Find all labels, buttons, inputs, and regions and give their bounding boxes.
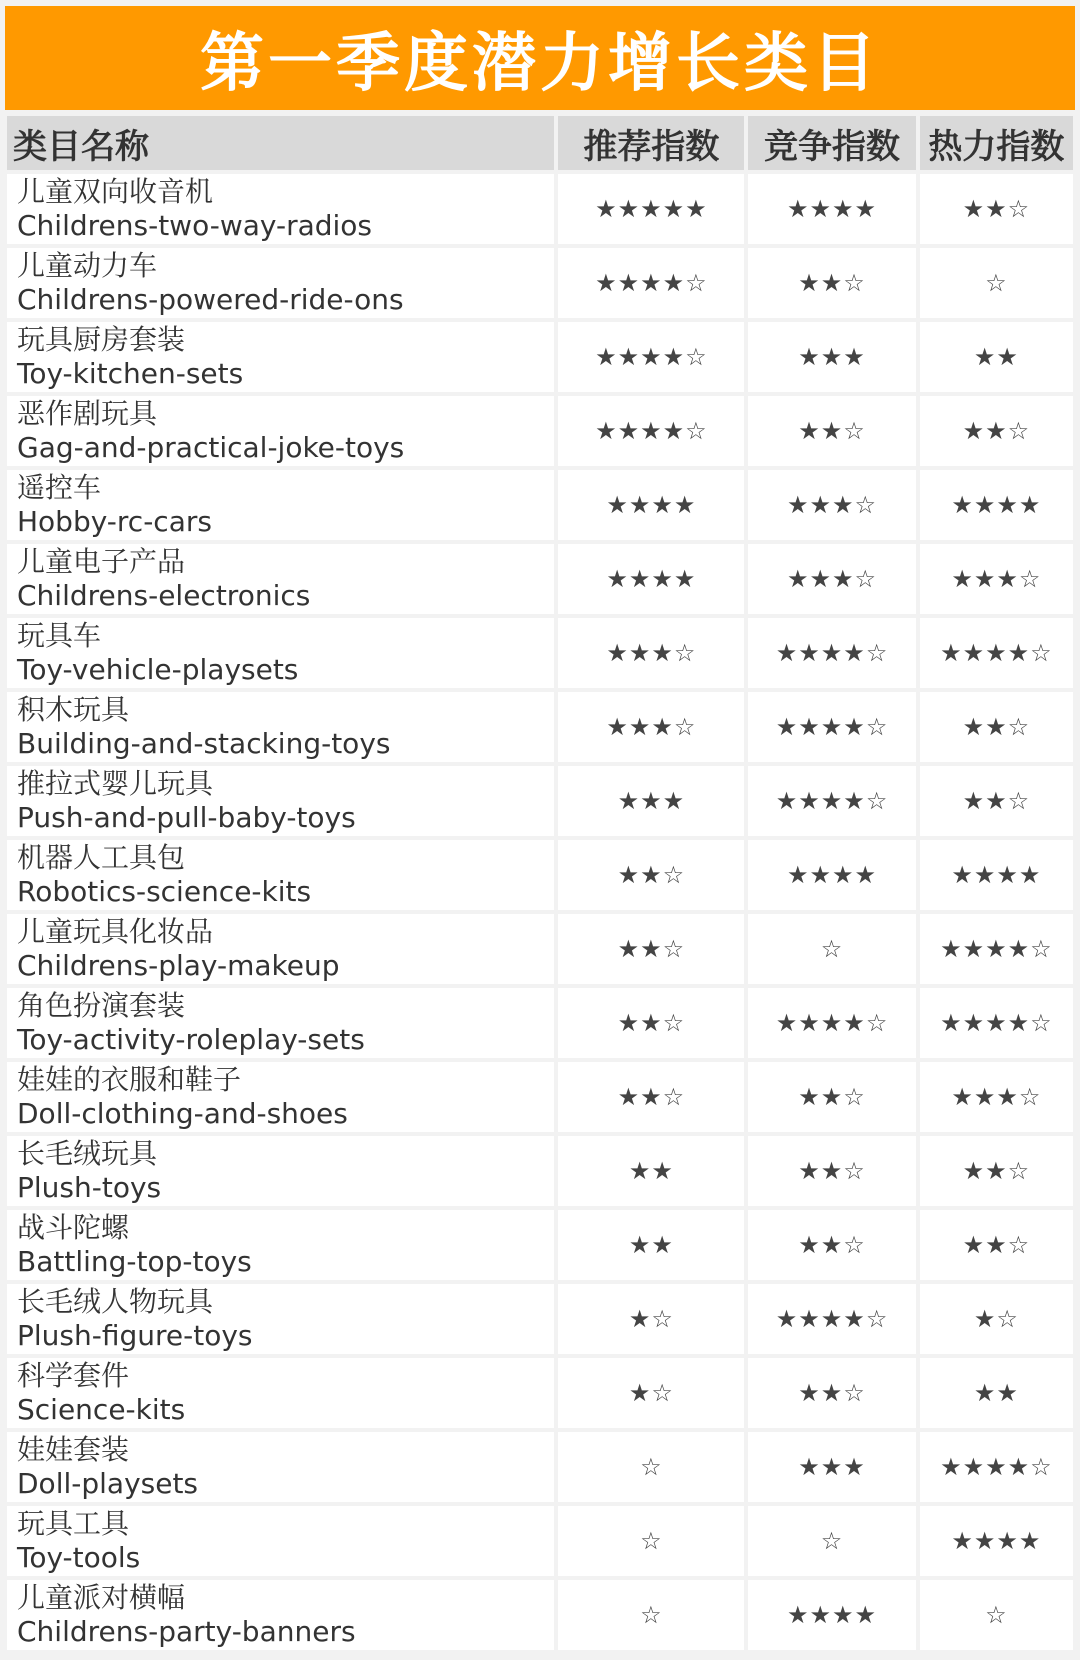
category-name-cell (7, 322, 554, 392)
table-row (7, 914, 1073, 984)
recommend-rating: ★★★★☆ (558, 248, 744, 318)
category-name-zh: 儿童动力车 (17, 249, 158, 282)
category-name-cell (7, 618, 554, 688)
page-title: 第一季度潜力增长类目 (5, 6, 1075, 110)
category-name-cell (7, 766, 554, 836)
category-name-en: Childrens-party-banners (17, 1615, 356, 1648)
heat-rating: ★★★★ (920, 840, 1073, 910)
table-row (7, 248, 1073, 318)
category-name-zh: 角色扮演套装 (17, 989, 186, 1022)
category-name-zh: 儿童玩具化妆品 (17, 915, 214, 948)
recommend-rating: ★★★★ (558, 544, 744, 614)
category-name-zh: 科学套件 (17, 1359, 130, 1392)
category-name-cell (7, 1210, 554, 1280)
category-name-zh: 玩具工具 (17, 1507, 130, 1540)
category-name-en: Building-and-stacking-toys (17, 727, 391, 760)
heat-rating: ★★☆ (920, 174, 1073, 244)
category-name-cell (7, 174, 554, 244)
category-name-zh: 儿童双向收音机 (17, 175, 214, 208)
recommend-rating: ★★☆ (558, 914, 744, 984)
competition-rating: ★★★ (748, 322, 915, 392)
competition-rating: ★★☆ (748, 1358, 915, 1428)
table-row (7, 988, 1073, 1058)
table-row (7, 618, 1073, 688)
category-name-zh: 儿童派对横幅 (17, 1581, 186, 1614)
category-name-cell (7, 544, 554, 614)
category-name-zh: 娃娃套装 (17, 1433, 130, 1466)
competition-rating: ★★★★ (748, 1580, 915, 1650)
competition-rating: ★★★★☆ (748, 988, 915, 1058)
heat-rating: ★★★★☆ (920, 1432, 1073, 1502)
heat-rating: ★★★☆ (920, 1062, 1073, 1132)
heat-rating: ★★☆ (920, 766, 1073, 836)
table-row (7, 396, 1073, 466)
heat-rating: ★★ (920, 322, 1073, 392)
header-category-name: 类目名称 (7, 116, 554, 170)
recommend-rating: ☆ (558, 1432, 744, 1502)
heat-rating: ★★★★ (920, 470, 1073, 540)
competition-rating: ★★☆ (748, 1136, 915, 1206)
heat-rating: ☆ (920, 1580, 1073, 1650)
category-name-cell (7, 1506, 554, 1576)
competition-rating: ★★★★☆ (748, 1284, 915, 1354)
competition-rating: ★★★★☆ (748, 692, 915, 762)
category-name-en: Doll-playsets (17, 1467, 199, 1500)
table-row (7, 1284, 1073, 1354)
category-table (3, 112, 1077, 1654)
heat-rating: ☆ (920, 248, 1073, 318)
table-row (7, 1506, 1073, 1576)
category-name-en: Doll-clothing-and-shoes (17, 1097, 348, 1130)
table-row (7, 1136, 1073, 1206)
competition-rating: ★★★★ (748, 840, 915, 910)
category-name-cell (7, 470, 554, 540)
category-name-zh: 遥控车 (17, 471, 102, 504)
category-name-zh: 恶作剧玩具 (17, 397, 158, 430)
heat-rating: ★★★★☆ (920, 618, 1073, 688)
recommend-rating: ★★ (558, 1210, 744, 1280)
category-name-zh: 战斗陀螺 (17, 1211, 130, 1244)
category-name-zh: 机器人工具包 (17, 841, 186, 874)
category-name-cell (7, 988, 554, 1058)
competition-rating: ★★☆ (748, 396, 915, 466)
heat-rating: ★★☆ (920, 1136, 1073, 1206)
category-name-en: Toy-kitchen-sets (17, 357, 244, 390)
category-name-cell (7, 1432, 554, 1502)
category-name-en: Push-and-pull-baby-toys (17, 801, 356, 834)
category-name-zh: 玩具车 (17, 619, 102, 652)
category-name-en: Plush-toys (17, 1171, 162, 1204)
table-header-row (7, 116, 1073, 170)
category-name-zh: 娃娃的衣服和鞋子 (17, 1063, 242, 1096)
recommend-rating: ★★☆ (558, 1062, 744, 1132)
recommend-rating: ★★☆ (558, 988, 744, 1058)
table-row (7, 470, 1073, 540)
heat-rating: ★☆ (920, 1284, 1073, 1354)
table-row (7, 1358, 1073, 1428)
heat-rating: ★★★☆ (920, 544, 1073, 614)
category-name-cell (7, 840, 554, 910)
heat-rating: ★★☆ (920, 396, 1073, 466)
heat-rating: ★★ (920, 1358, 1073, 1428)
header-competition-index: 竞争指数 (748, 116, 915, 170)
category-name-cell (7, 1136, 554, 1206)
category-name-en: Plush-figure-toys (17, 1319, 253, 1352)
category-name-en: Battling-top-toys (17, 1245, 252, 1278)
table-row (7, 174, 1073, 244)
competition-rating: ★★★★ (748, 174, 915, 244)
header-heat-index: 热力指数 (920, 116, 1073, 170)
table-row (7, 1210, 1073, 1280)
table-row (7, 1062, 1073, 1132)
recommend-rating: ★★★ (558, 766, 744, 836)
category-name-cell (7, 248, 554, 318)
competition-rating: ☆ (748, 1506, 915, 1576)
heat-rating: ★★★★☆ (920, 988, 1073, 1058)
competition-rating: ☆ (748, 914, 915, 984)
heat-rating: ★★★★☆ (920, 914, 1073, 984)
table-row (7, 766, 1073, 836)
table-row (7, 322, 1073, 392)
category-name-en: Toy-tools (17, 1541, 141, 1574)
recommend-rating: ★★★★★ (558, 174, 744, 244)
recommend-rating: ☆ (558, 1506, 744, 1576)
category-name-en: Toy-vehicle-playsets (17, 653, 299, 686)
recommend-rating: ★☆ (558, 1358, 744, 1428)
table-row (7, 1580, 1073, 1650)
header-recommend-index: 推荐指数 (558, 116, 744, 170)
recommend-rating: ★★★☆ (558, 692, 744, 762)
category-name-cell (7, 1062, 554, 1132)
heat-rating: ★★☆ (920, 692, 1073, 762)
competition-rating: ★★★☆ (748, 544, 915, 614)
heat-rating: ★★☆ (920, 1210, 1073, 1280)
recommend-rating: ★★★★ (558, 470, 744, 540)
category-name-cell (7, 1358, 554, 1428)
heat-rating: ★★★★ (920, 1506, 1073, 1576)
category-name-cell (7, 1284, 554, 1354)
category-name-zh: 推拉式婴儿玩具 (17, 767, 214, 800)
competition-rating: ★★☆ (748, 248, 915, 318)
category-name-en: Childrens-play-makeup (17, 949, 340, 982)
recommend-rating: ★☆ (558, 1284, 744, 1354)
category-name-en: Gag-and-practical-joke-toys (17, 431, 405, 464)
competition-rating: ★★★★☆ (748, 766, 915, 836)
competition-rating: ★★★ (748, 1432, 915, 1502)
category-name-zh: 长毛绒玩具 (17, 1137, 158, 1170)
category-name-en: Childrens-powered-ride-ons (17, 283, 404, 316)
category-name-en: Robotics-science-kits (17, 875, 312, 908)
recommend-rating: ★★★★☆ (558, 322, 744, 392)
table-row (7, 1432, 1073, 1502)
category-name-zh: 积木玩具 (17, 693, 130, 726)
recommend-rating: ★★★☆ (558, 618, 744, 688)
recommend-rating: ★★☆ (558, 840, 744, 910)
recommend-rating: ★★★★☆ (558, 396, 744, 466)
category-name-en: Science-kits (17, 1393, 186, 1426)
category-name-en: Hobby-rc-cars (17, 505, 212, 538)
competition-rating: ★★★★☆ (748, 618, 915, 688)
recommend-rating: ★★ (558, 1136, 744, 1206)
table-row (7, 692, 1073, 762)
category-name-en: Childrens-electronics (17, 579, 311, 612)
category-name-zh: 玩具厨房套装 (17, 323, 186, 356)
table-row (7, 840, 1073, 910)
table-row (7, 544, 1073, 614)
category-name-zh: 长毛绒人物玩具 (17, 1285, 214, 1318)
category-name-cell (7, 1580, 554, 1650)
category-name-cell (7, 914, 554, 984)
competition-rating: ★★☆ (748, 1210, 915, 1280)
category-name-cell (7, 396, 554, 466)
category-name-zh: 儿童电子产品 (17, 545, 186, 578)
category-name-cell (7, 692, 554, 762)
competition-rating: ★★☆ (748, 1062, 915, 1132)
category-name-en: Toy-activity-roleplay-sets (17, 1023, 365, 1056)
recommend-rating: ☆ (558, 1580, 744, 1650)
competition-rating: ★★★☆ (748, 470, 915, 540)
category-name-en: Childrens-two-way-radios (17, 209, 373, 242)
